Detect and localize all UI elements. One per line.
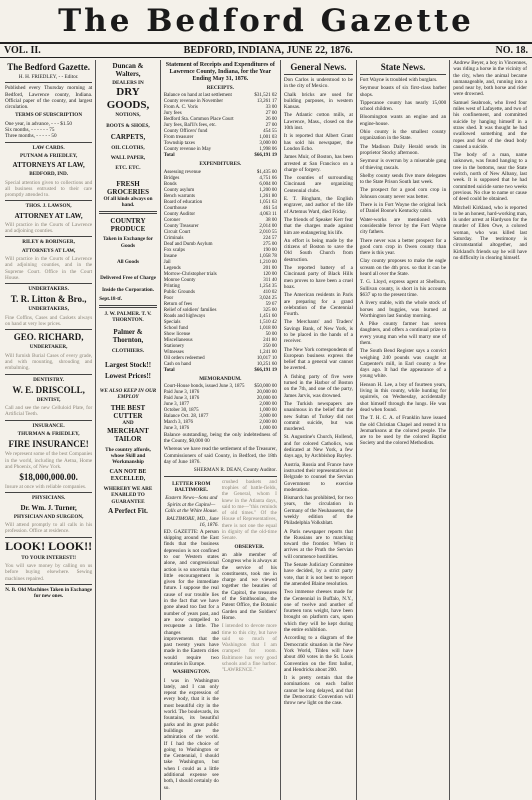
- news-item: An effort is being made by the citizens of Boston to save the Old South Church from destruction.: [283, 237, 353, 263]
- news-item: Fort Wayne is troubled with burglars.: [359, 77, 438, 83]
- row-value: 13,261 17: [256, 99, 277, 105]
- news-item: Austria, Russia and France have instructed their representatives at Belgrade to counsel the Servian Government to exercise moderation.: [283, 461, 353, 493]
- row-label: Public Grounds: [163, 289, 195, 295]
- news-item: T. G. Lloyd, express agent at Shelburn, Sullivan county, is short in his accounts $637 up to the present time.: [359, 279, 447, 298]
- undertakers-title: UNDERTAKERS.: [28, 286, 69, 293]
- row-value: 275 00: [263, 241, 277, 247]
- row-value: 1,200 00: [259, 187, 277, 193]
- row-value: 27 00: [265, 123, 277, 129]
- row-label: Assessing revenue: [163, 169, 201, 175]
- row-label: Paid June 3, 1876: [163, 395, 200, 401]
- ad-groceries: FRESH GROCERIES: [106, 179, 149, 196]
- row-value: 250 00: [263, 343, 277, 349]
- employ-line: WE ALSO KEEP IN OUR EMPLOY: [99, 387, 157, 400]
- clothiers-label: CLOTHIERS.: [111, 347, 145, 354]
- statement-title: Statement of Receipts and Expenditures of Lawrence County, Indiana, for the Year Ending May 31, 1876.: [165, 62, 275, 82]
- row-value: 10,251 60: [256, 361, 277, 367]
- row-label: County Officers' fund: [163, 129, 208, 135]
- news-item: Tippecanoe county has nearly 15,000 school children.: [359, 99, 447, 113]
- clothier-firm: Palmer & Thornton,: [112, 327, 144, 344]
- store-dealers: DEALERS IN: [112, 80, 144, 86]
- row-label: County revenue in November: [163, 99, 224, 105]
- physicians-title: PHYSICIANS.: [31, 495, 66, 502]
- terms-line: Three months, - - - - - 50: [5, 133, 57, 140]
- row-label: Jail: [163, 259, 171, 265]
- law-firm-role: ATTORNEYS AT LAW,: [21, 247, 76, 254]
- publication-intro: Published every Thursday morning at Bedford, Lawrence county, Indiana. Official paper of the county, and largest circulation.: [5, 85, 93, 111]
- country-line: The country affords, whose Skill and Workmanship: [105, 446, 151, 466]
- row-value: 10,017 10: [256, 355, 277, 361]
- look-subheadline: TO YOUR INTEREST!!: [21, 554, 76, 561]
- row-value: 190 00: [263, 247, 277, 253]
- row-value: 1,451 60: [259, 313, 277, 319]
- ad-inside: Inside the Corporation.: [101, 286, 154, 293]
- store-name: Duncan & Walters,: [112, 62, 144, 78]
- row-value: $1,435 00: [256, 169, 277, 175]
- row-label: Board of education: [163, 199, 203, 205]
- news-item: St. Augustine's Church, Hollend, and for colored Catholics, was dedicated at New York, a few days ago, by Archbishop Bayley.: [283, 434, 353, 460]
- row-label: Miscellaneous: [163, 337, 193, 343]
- news-item: The counties of surrounding Cincinnati are organizing Centennial clubs.: [283, 175, 353, 194]
- news-item: Samuel Seabrook, who lived four miles west of Lafayette, and two of his confinement, and committed suicide by hanging himself in a straw shed. It was thought he had swallowed something and the ropes and fear of the dead body caused a suicide.: [453, 99, 527, 150]
- row-value: 311 40: [263, 277, 277, 283]
- news-item: The Merchants' and Traders' Savings Bank, of New York, is to be placed in the hands of a receiver.: [283, 319, 353, 345]
- cannot-excel: CAN NOT BE EXCELLED,: [109, 469, 147, 482]
- expenditures-total: Total $66,191 19: [163, 367, 277, 373]
- terms-line: One year, in advance, - - - $1.50: [5, 120, 72, 127]
- row-label: County Auditor: [163, 211, 196, 217]
- row-value: 1,261 80: [259, 193, 277, 199]
- row-value: 3,000 00: [259, 141, 277, 147]
- clothier-names: J. W. PALMER. T. V. THORNTON.: [104, 311, 152, 324]
- row-label: Printing: [163, 283, 180, 289]
- row-label: Balance on hand at last settlement: [163, 93, 232, 99]
- insurance-firm: THURMAN & FRIEDLEY,: [17, 430, 80, 437]
- news-item: The Senate Judiciary Committee have decided, by a strict party vote, that it is not best to report the amended Blaine resolution.: [283, 562, 353, 587]
- news-item: Clay county proposes to make the eagle scream on the 4th prox. so that it can be heard all over the State.: [359, 258, 447, 278]
- row-label: Bonds: [163, 181, 177, 187]
- letter-dateline: BALTIMORE, MD., June 16, 1876.: [166, 516, 219, 529]
- ad-boots: BOOTS & SHOES,: [106, 122, 150, 129]
- news-item: A Paris newspaper reports that the Russians are to marching toward the frontier. When it arrives at the Pruth the Servian will commence hostilities.: [283, 528, 353, 560]
- news-item: The American residents in Paris are preparing for a grand celebration of the Centennial Fourth.: [283, 292, 353, 318]
- memorandum-title: MEMORANDUM.: [199, 375, 242, 382]
- undertaker-role: UNDERTAKER,: [29, 344, 68, 351]
- row-label: Oil orders redeemed: [163, 355, 205, 361]
- masthead: [0, 0, 532, 42]
- row-value: 1,000 00: [259, 407, 277, 413]
- news-item: There never was a better prospect for a good corn crop in Owen county than there is this year.: [359, 237, 447, 257]
- news-item: The reported battery of a Cincinnati party of Black Hills men proves to have been a cruel hoax.: [283, 265, 353, 290]
- row-value: 1,510 42: [259, 319, 277, 325]
- row-label: Township taxes: [163, 141, 195, 147]
- row-value: 241 80: [263, 337, 277, 343]
- row-label: School fund: [163, 325, 189, 331]
- ad-etc: ETC. ETC.: [115, 165, 141, 172]
- row-value: 2,010 55: [259, 229, 277, 235]
- letter-title: LETTER FROM BALTIMORE.: [172, 480, 211, 493]
- law-firm-role: ATTORNEYS AT LAW,: [12, 161, 85, 170]
- paper-name: The Bedford Gazette.: [7, 62, 90, 72]
- terms-title: TERMS OF SUBSCRIPTION: [15, 112, 83, 119]
- auditor-signature: SHERMAN R. DEAN, County Auditor.: [193, 467, 277, 474]
- news-item: The New York correspondents of European business express the belief that a general war cannot be averted.: [283, 346, 353, 372]
- row-value: $31,521 02: [254, 93, 277, 99]
- row-label: Witnesses: [163, 349, 184, 355]
- row-label: Return of fees: [163, 301, 193, 307]
- row-value: $50,000 00: [254, 383, 277, 389]
- balance-line: Balance outstanding, being the only indebtedness of the County, $0,000 00: [163, 431, 277, 445]
- news-item: James Muir, of Boston, has been arrested at San Francisco on a charge of forgery.: [283, 154, 353, 173]
- news-item: Two immense cheeses made for the Centennial in Buffalo, N.Y., one of twelve and another of fourteen tons weight, have been brought on platform cars, upon which they will be kept during the entire exhibition.: [283, 589, 353, 634]
- general-news-title: General News.: [290, 62, 347, 72]
- news-item: Mitchell Kirkland, who is reported to be an honest, hard-working man, is under arrest at Hardyson for the murder of Ellen Owe, a colored woman, who was killed last Saturday. The testimony is circumstantial altogether, and Kirkland's friends say he will have no difficulty in clearing himself.: [453, 204, 527, 261]
- news-item: Ohio county is the smallest county organization in the State.: [359, 129, 447, 142]
- insurance-headline: FIRE INSURANCE!: [8, 439, 89, 450]
- news-item: Shelby county sends five more delegates to the State Prison South last week.: [359, 172, 447, 186]
- ad-kinds: Of all kinds always on hand.: [103, 195, 153, 209]
- row-label: Cash on hand: [163, 361, 191, 367]
- news-item: A livery stable, with the whole stock of horses and buggies, was burned at Worthington last Sunday morning.: [359, 300, 447, 319]
- row-value: 3,024 25: [259, 295, 277, 301]
- row-label: Jury fees, Bal'll's fees, etc.: [163, 123, 217, 129]
- row-value: 1,998 06: [259, 147, 277, 153]
- row-value: 454 55: [263, 129, 277, 135]
- row-label: Circuit Court: [163, 229, 191, 235]
- row-value: 201 00: [263, 265, 277, 271]
- row-label: Criminals: [163, 235, 184, 241]
- receipts-table: [164, 93, 277, 153]
- column-3: Statement of Receipts and Expenditures of Lawrence County, Indiana, for the Year Ending May 31, 1876. RECEIPTS. Balance on hand at last settlement $31,521 02 County revenue in November 13,261 17 From A. C. Voris 33 00 Jury fees 27 00 Bedford Sta. Common Place Court 26 00 Jury fees, Bal'll's fees, etc. 27 00 County Officers' fund 454 55 From treasurer 1,001 03 Township taxes 3,000 00 County revenue in May 1,998 06 Total $66,191 19 EXPENDITURES. Assessing revenue $1,435 00 Bridges 4,751 66 Bonds 6,004 00 County asylum 1,200 00 Bench warrants 1,261 80 Board of education 1,051 63 Courthouse 461 54 County Auditor 4,063 11 Coroner 38 00 County Treasurer 2,014 00 Circuit Court 2,010 55 Criminals 224 57 Deaf and Dumb Asylum 275 00 Fox scalps 190 00 Insane 1,058 78 Jail 1,210 00 Legends 201 00 Morrow-Christopher trials 120 00 Monroe County 311 40 Printing 1,254 35 Public Grounds 410 02 Poor 3,024 25 Return of fees 59 67 Relief of soldiers' families 325 00 Roads and highways 1,451 60 Specials 1,510 42 School fund 1,018 00 Show license 50 00 Miscellaneous 241 80 Stationery 250 00 Witnesses 1,241 00 Oil orders redeemed 10,017 10 Cash on hand 10,251 60 Total $66,191 19 MEMORANDUM. Court-House bonds, issued June 3, 1875 $50,000 00 Paid June 3, 1876 20,000 00 Paid June 3, 1876 20,000 00 June 3, 1877 2,000 00 October 30, 1875 1,000 00 Balance Oct. 28, 1877 3,000 00 March 3, 1876 2,000 00 June 3, 1876 1,000 00 Balance outstanding, being the only indebtedness of the County, $0,000 00 Whereas we have read the settlement of the Treasurer, Commissioners of said County, in Bedford, the 18th day of June 1876. SHERMAN R. DEAN, County Auditor. LETTER FROM BALTIMORE. Eastern News—Sons and Spirits at the Capitol—Calls at the White House. BALTIMORE, MD., June 16, 1876. ED. GAZETTE: A person skipping around the East finds that the business depression is not confined to our Western states alone, and congressional action is so uncertain that little encouragement is given for the immediate future. I suppose the real cause of our trouble lies in the fact that we have gone ahead too fast for a number of years past, and are now compelled to recuperate a little. The changes and improvements that the past twenty years have made in the Eastern cities would require two centuries in Europe. WASHINGTON. I was in Washington lately, and I can only repeat the expression of every body, that it is the most beautiful city in the world. The boulevards, its fountains, its beautiful parks and its great public buildings are the admiration of the world. If I had the choice of going to Washington or the Centennial, I should take Washington, but when I could as a little additional expense see both, I should certainly do so. crushed baskets and trophies of battle-fields, the General, whom I knew in the Atlanta days, said to me—"this reminds of old times." Of the House of Representatives, there is not one the equal in dignity of the old-time Senate. OBSERVER. an able member of Congress who is always at the service of his constituents, took me in charge and we viewed together the beauties of the Capitol, the treasures of the Smithsonian, the Patent Office, the Botanic Garden and the Soldiers' Home. I intended to devote more time to this city, but have said so much of Washington that I am cramped for room. Baltimore has very good schools and a fine harbor. "LAWRENCE.": [161, 60, 281, 800]
- row-value: 33 00: [265, 105, 277, 111]
- letter-body: ED. GAZETTE: A person skipping around the East finds that the business depression is not confined to our Western states alone, and congressional action is so uncertain that little encouragement is given for the immediate future. I suppose the real cause of our trouble lies in the fact that we have gone ahead too fast for a number of years past, and are now compelled to recuperate a little. The changes and improvements that the past twenty years have made in the Eastern cities would require two centuries in Europe.: [163, 528, 219, 667]
- news-item: According to a diagram of the Democratic situation in the New York World, Tilden will have about 460 votes in the St. Louis Convention on the first ballot, and Hendricks about 200.: [283, 635, 353, 673]
- column-5: [357, 60, 450, 800]
- news-item: A fishing party of five were turned in the Harbor of Boston on the 7th, and one of the party, James Jarvis, was drowned.: [283, 373, 353, 399]
- row-label: March 3, 1876: [163, 419, 194, 425]
- row-label: Morrow-Christopher trials: [163, 271, 217, 277]
- terms-line: Six months, - - - - - - 75: [5, 127, 55, 134]
- row-label: Stationery: [163, 343, 185, 349]
- row-value: 2,014 00: [259, 223, 277, 229]
- letter-subtitle: Eastern News—Sons and Spirits at the Capitol—Calls at the White House.: [164, 495, 218, 514]
- row-label: June 3, 1876: [163, 425, 190, 431]
- columns: [2, 60, 530, 800]
- news-item: Water-works are mentioned with considerable fervor by the Fort Wayne city fathers.: [359, 216, 447, 236]
- news-item: E. T. Bingham, the English engraver, and author of the life of Artemus Ward, died Friday.: [283, 196, 353, 215]
- row-value: 1,254 35: [259, 283, 277, 289]
- law-firm: RILEY & BORINGER,: [22, 239, 75, 246]
- law-firm: PUTNAM & FRIEDLEY,: [19, 152, 78, 159]
- issue-number: NO. 18.: [495, 45, 528, 56]
- editor-line: H. H. FRIEDLEY, - - Editor.: [18, 74, 79, 80]
- row-label: Court-House bonds, issued June 3, 1875: [163, 383, 245, 389]
- column-1: The Bedford Gazette. H. H. FRIEDLEY, - - Editor. Published every Thursday morning at Bedford, Lawrence county, Indiana. Official paper of the county, and largest circulation. TERMS OF SUBSCRIPTION One year, in advance, - - - $1.50 Six months, - - - - - - 75 Three months, - - - - - 50 LAW CARDS. PUTNAM & FRIEDLEY, ATTORNEYS AT LAW, BEDFORD, IND. Special attention given to collections and all business entrusted to their care promptly attended to. THOS. J. LAWSON, ATTORNEY AT LAW, Will practice in the Courts of Lawrence and adjoining counties. RILEY & BORINGER, ATTORNEYS AT LAW, Will practice in the Courts of Lawrence and adjoining counties, and in the Supreme Court. Office in the Court House. UNDERTAKERS. T. R. Litton & Bro., UNDERTAKERS, Fine Coffins, Cases and Caskets always on hand at very low prices. GEO. RICHARD, UNDERTAKER, Will furnish Burial Cases of every grade, and with mounting, shrouding and embalming. DENTISTRY. W. E. DRISCOLL, DENTIST, Call and see the new Celluloid Plate, for Artificial Teeth. INSURANCE. THURMAN & FRIEDLEY, FIRE INSURANCE! We represent some of the best Companies in the world, including the Aetna, Home and Phoenix, of New York. $18,000,000.00. Insure at once with reliable companies. PHYSICIANS. Dr. Wm. J. Turner, PHYSICIAN AND SURGEON, Will attend promptly to all calls in his profession. Office at residence. LOOK! LOOK!! TO YOUR INTEREST!! You will save money by calling on us before buying elsewhere. Sewing machines repaired. N. B. Old Machines Taken in Exchange for new ones.: [2, 60, 96, 800]
- row-label: Bridges: [163, 175, 180, 181]
- state-news-title: State News.: [380, 62, 426, 72]
- issue-date: BEDFORD, INDIANA, JUNE 22, 1876.: [183, 45, 353, 56]
- row-label: Bench warrants: [163, 193, 195, 199]
- dentist-name: W. E. DRISCOLL,: [12, 384, 85, 395]
- row-value: 1,241 00: [259, 349, 277, 355]
- receipts-total: Total $66,191 19: [163, 153, 277, 159]
- row-label: Monroe County: [163, 277, 196, 283]
- row-value: 1,018 00: [259, 325, 277, 331]
- machine-notice: N. B. Old Machines Taken in Exchange for new ones.: [5, 586, 92, 600]
- row-label: County Treasurer: [163, 223, 199, 229]
- ad-all-goods: All Goods: [116, 258, 140, 265]
- dentistry-title: DENTISTRY.: [33, 376, 65, 383]
- row-label: October 30, 1875: [163, 407, 199, 413]
- row-value: 26 00: [265, 117, 277, 123]
- row-label: Roads and highways: [163, 313, 206, 319]
- insurance-title: INSURANCE.: [32, 422, 65, 429]
- news-item: Seymour boasts of six first-class barber shops.: [359, 85, 447, 98]
- row-label: Specials: [163, 319, 181, 325]
- law-firm-location: BEDFORD, IND.: [29, 171, 68, 178]
- certification: Whereas we have read the settlement of the Treasurer, Commissioners of said County, in Bedford, the 18th day of June 1876.: [163, 446, 277, 466]
- ad-dry-goods: DRY GOODS,: [106, 86, 150, 112]
- row-label: Poor: [163, 295, 174, 301]
- news-item: Bloomington wants an engine and an engine-house.: [359, 114, 447, 127]
- row-value: 325 00: [263, 307, 277, 313]
- row-label: Show license: [163, 331, 191, 337]
- observer-body: an able member of Congress who is always at the service of his constituents, took me in charge and we viewed together the beauties of the Capitol, the treasures of the Smithsonian, the Patent Office, the Botanic Garden and the Soldiers' Home.: [221, 551, 277, 621]
- row-value: 27 00: [265, 111, 277, 117]
- best-cutter: THE BEST CUTTER: [110, 404, 146, 421]
- row-label: County revenue in May: [163, 147, 212, 153]
- row-label: Coroner: [163, 217, 181, 223]
- row-label: Jury fees: [163, 111, 182, 117]
- washington-title: WASHINGTON.: [172, 669, 211, 676]
- ad-taken: Taken in Exchange for Goods: [102, 236, 154, 249]
- ad-oil-cloths: OIL CLOTHS,: [111, 144, 145, 151]
- memorandum-table: [164, 384, 277, 432]
- volume-number: VOL. II.: [4, 45, 41, 56]
- row-label: Bedford Sta. Common Place Court: [163, 117, 234, 123]
- row-label: Deaf and Dumb Asylum: [163, 241, 213, 247]
- row-label: Insane: [163, 253, 177, 259]
- row-label: From A. C. Voris: [163, 105, 198, 111]
- row-value: 3,000 00: [259, 413, 277, 419]
- news-item: The Atlantic cotton mills, at Lawrence, Mass., closed on the 10th inst.: [283, 112, 353, 132]
- row-value: 120 00: [263, 271, 277, 277]
- row-value: 38 00: [265, 217, 277, 223]
- row-label: County asylum: [163, 187, 195, 193]
- row-label: Paid June 3, 1876: [163, 389, 200, 395]
- undertaker-role: UNDERTAKERS,: [28, 306, 69, 313]
- law-cards-title: LAW CARDS.: [32, 144, 65, 151]
- row-value: 6,004 00: [259, 181, 277, 187]
- and-line: AND: [122, 420, 134, 427]
- column-6: [450, 60, 530, 800]
- news-item: There is in Fort Wayne the original lock of Daniel Boone's Kentucky cabin.: [359, 202, 447, 215]
- undertaker-name: GEO. RICHARD,: [13, 332, 84, 343]
- news-item: A Pike county farmer has seven daughters, and offers a continual prize to every young man who will marry one of them.: [359, 321, 447, 346]
- row-label: Balance Oct. 28, 1877: [163, 413, 209, 419]
- row-value: 410 02: [263, 289, 277, 295]
- news-item: The prospect for a good corn crop in Johnson county never was better.: [359, 187, 447, 200]
- washington-body: I was in Washington lately, and I can only repeat the expression of every body, that it is the most beautiful city in the world. The boulevards, its fountains, its beautiful parks and its great public buildings are the admiration of the world. If I had the choice of going to Washington or the Centennial, I should take Washington, but when I could as a little additional expense see both, I should certainly do so.: [163, 677, 219, 791]
- news-item: The friends of Speaker Kerr fear that the charges made against him are endangering his life.: [283, 216, 353, 236]
- row-value: 461 54: [263, 205, 277, 211]
- perfect-fit: A Perfect Fit.: [108, 506, 148, 515]
- expenditures-table: [164, 170, 277, 368]
- news-item: The Madison Daily Herald sends its proprietor Stocky afternoon.: [359, 143, 447, 156]
- row-value: 1,051 63: [259, 199, 277, 205]
- ad-wall-paper: WALL PAPER,: [110, 155, 146, 162]
- ad-notions: NOTIONS,: [115, 112, 141, 119]
- news-item: The T. H. C. A. of Franklin have issued the old Christian Chapel and rented it to Jenmarksons at the colored people. The are to be used by the colored Baptist Society and the colored Methodists.: [359, 415, 447, 447]
- column-2: [96, 60, 161, 800]
- news-item: The Turkish newspapers are unanimous in the belief that the new Sultan of Turkey did not commit suicide, but was murdered.: [283, 400, 353, 433]
- row-value: 20,000 00: [256, 395, 277, 401]
- row-value: 224 57: [263, 235, 277, 241]
- news-item: The body of a man, name unknown, was found hanging to a tree in the bottoms, near the State switch, north of New Albany, last week. It is supposed that he had committed suicide some two weeks previous. No clue to name or cause of deed could be obtained.: [453, 152, 527, 203]
- ad-produce: COUNTRY PRODUCE: [110, 217, 146, 234]
- row-value: 59 67: [265, 301, 277, 307]
- row-label: From treasurer: [163, 135, 194, 141]
- row-label: June 3, 1877: [163, 401, 190, 407]
- row-value: 1,001 03: [259, 135, 277, 141]
- news-item: Bismarck has prohibited, for two years, the circulation in Germany of the Neuhausemt, the weekly edition of the Philadelphia Volksblatt.: [283, 495, 353, 527]
- law-firm: THOS. J. LAWSON,: [25, 203, 72, 210]
- row-value: 1,210 00: [259, 259, 277, 265]
- row-value: 2,000 00: [259, 401, 277, 407]
- ad-date: Sept.18-tf.: [99, 295, 122, 302]
- column-4: [281, 60, 357, 800]
- news-item: It is pretty certain that the nominations on each ballot cannot be long delayed, and that the Democratic Convention will throw new light on the case.: [283, 675, 353, 707]
- news-item: Seymour is overrun by a miserable gang of thieving rascals.: [359, 158, 447, 171]
- row-value: 2,000 00: [259, 419, 277, 425]
- news-item: Chalk bricks are used for building purposes, in western Kansas.: [283, 91, 353, 111]
- lowest-prices: Lowest Prices!!: [104, 372, 152, 381]
- largest-stock: Largest Stock!!: [104, 361, 152, 370]
- insurance-amount: $18,000,000.00.: [19, 472, 78, 483]
- undertaker-name: T. R. Litton & Bro.,: [10, 294, 87, 305]
- row-label: Fox scalps: [163, 247, 185, 253]
- row-value: 1,000 00: [259, 425, 277, 431]
- guarantee-line: WHEREBY WE ARE ENABLED TO GUARANTEE: [103, 486, 153, 505]
- dentist-role: DENTIST,: [36, 396, 61, 403]
- news-item: It is reported that Albert Grant has sold his newspaper, the London Echo.: [283, 133, 353, 152]
- receipts-title: RECEIPTS.: [206, 85, 234, 91]
- news-item: The South Bend Register says a convict weighing 240 pounds was caught at Carpenter's mill, in Earl county a few days ago. It had the appearance of a young white.: [359, 348, 447, 380]
- news-item: Andrew Beyer, a boy in Vincennes, was riding a horse in the vicinity of the city, when the animal became unmanageable, and, running into a pond near by, both horse and rider were drowned.: [453, 60, 527, 98]
- row-label: Legends: [163, 265, 181, 271]
- row-value: 4,751 66: [259, 175, 277, 181]
- law-firm-role: ATTORNEY AT LAW,: [14, 211, 83, 220]
- row-value: 50 00: [265, 331, 277, 337]
- expenditures-title: EXPENDITURES.: [199, 161, 242, 168]
- row-value: 4,063 11: [259, 211, 277, 217]
- news-item: Henson H. Lee, a boy of fourteen years, living in this county, while hunting for squirrels, on Wednesday, accidentally shot himself through the lungs. He was dead when found.: [359, 381, 447, 413]
- look-headline: LOOK! LOOK!!: [5, 538, 93, 553]
- news-item: Don Carlos is understood to be in the city of Mexico.: [283, 77, 353, 90]
- observer-title: OBSERVER.: [234, 543, 265, 550]
- physician-role: PHYSICIAN AND SURGEON,: [13, 513, 84, 520]
- row-value: 1,058 78: [259, 253, 277, 259]
- row-label: Relief of soldiers' families: [163, 307, 217, 313]
- ad-carpets: CARPETS,: [110, 132, 146, 141]
- merchant-tailor: MERCHANT TAILOR: [107, 426, 149, 443]
- physician-name: Dr. Wm. J. Turner,: [20, 503, 77, 512]
- masthead-title: The Bedford Gazette: [58, 3, 474, 39]
- dateline-bar: [0, 42, 532, 58]
- row-value: 20,000 00: [256, 389, 277, 395]
- row-label: Courthouse: [163, 205, 187, 211]
- ad-delivered: Delivered Free of Charge: [100, 275, 156, 282]
